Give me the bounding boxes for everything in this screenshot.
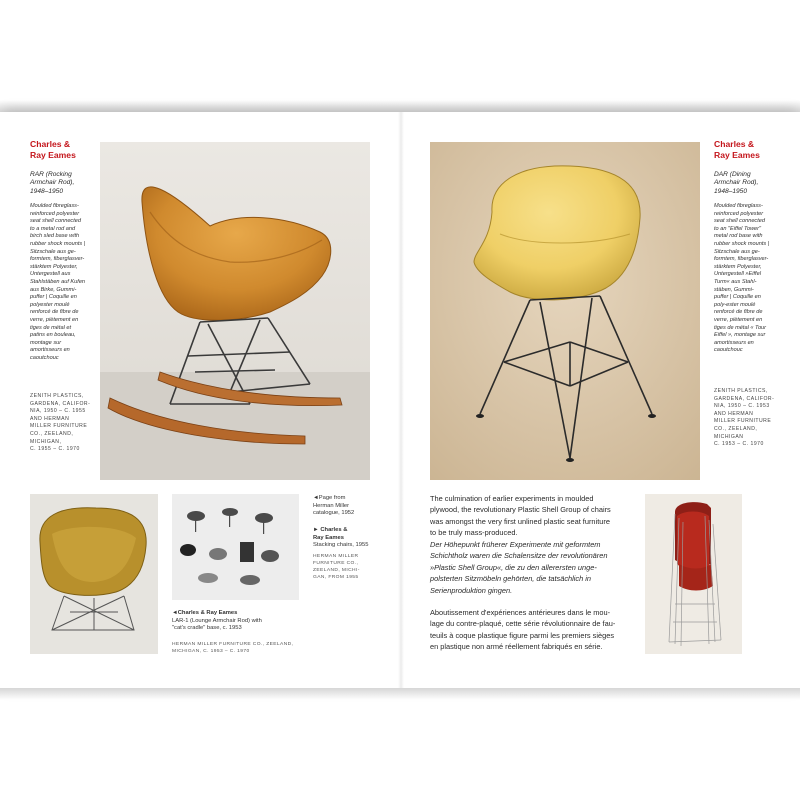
dar-maker-line: AND HERMAN: [714, 410, 754, 417]
body-fr-line: lage du contre-plaqué, cette série révolutionnaire de fau-: [430, 619, 616, 629]
stacking-chairs-illustration: [645, 494, 742, 654]
body-en-line: was amongst the very first unlined plastic seat furniture: [430, 516, 610, 526]
dar-description-line: Untergestell »Eiffel: [714, 271, 761, 278]
dar-title-line: 1948–1950: [714, 187, 748, 195]
catalogue-caption: [313, 495, 354, 518]
dar-description-line: caoutchouc: [714, 347, 743, 354]
dar-description-line: tiges de métal « Tour: [714, 324, 767, 331]
dar-maker-line: MILLER FURNITURE: [714, 418, 772, 425]
dar-maker-line: C. 1953 – C. 1970: [714, 441, 764, 448]
body-de-line: polsterten Sitzmöbeln gehörten, die tatsächlich in: [430, 574, 592, 584]
stacking-caption-heading: Ray Eames: [313, 534, 344, 541]
dar-description-line: to an "Eiffel Tower": [714, 225, 761, 232]
body-en-line: to be truly mass-produced.: [430, 528, 518, 538]
dar-description-line: formtem, fiberglasver-: [714, 256, 769, 263]
left-heading-line: Charles &: [30, 139, 71, 149]
lar-chair-illustration: [30, 494, 158, 654]
stacking-caption-text: Stacking chairs, 1955: [313, 542, 369, 549]
rar-title-line: 1948–1950: [30, 187, 64, 195]
rocking-chair-photo: [100, 142, 370, 480]
catalogue-caption-line: Herman Miller: [313, 502, 350, 509]
rar-maker-line: ZENITH PLASTICS,: [30, 393, 84, 399]
stacking-caption: [313, 527, 368, 550]
dar-model-title: [714, 171, 758, 196]
right-heading-line: Charles &: [714, 139, 755, 149]
body-en-line: The culmination of earlier experiments in moulded: [430, 494, 594, 503]
dar-chair-photo: [430, 142, 700, 480]
body-fr-line: Aboutissement d'expériences antérieures dans le mou-: [430, 608, 611, 617]
rar-title-line: Armchair Rod),: [30, 179, 75, 187]
dar-title-line: Armchair Rod),: [714, 179, 759, 187]
dar-description-line: reinforced polyester: [714, 210, 764, 217]
book-gutter: [398, 112, 404, 688]
catalogue-illustration: [172, 494, 299, 600]
rar-description-line: montage sur: [30, 339, 62, 346]
page-bottom-edge: [0, 688, 800, 700]
rar-description-line: reinforced polyester: [30, 210, 80, 217]
dar-description-line: amortisseurs en: [714, 339, 754, 346]
stacking-maker-line: FURNITURE CO.,: [313, 561, 359, 566]
dar-description-line: Eiffel », montage sur: [714, 332, 766, 339]
body-de-line: Serienproduktion gingen.: [430, 585, 513, 595]
rar-description-line: to a metal rod and: [30, 225, 76, 232]
lar-caption-text: LAR-1 (Lounge Armchair Rod) with: [172, 617, 262, 624]
catalogue-caption-line: catalogue, 1952: [313, 510, 355, 517]
body-text-german: [430, 539, 635, 596]
rar-maker-line: MILLER FURNITURE: [30, 423, 88, 430]
rar-description-line: formtem, fiberglasver-: [30, 256, 85, 263]
rar-description-line: aus Birke, Gummi-: [30, 286, 77, 293]
dar-description-line: Moulded fibreglass-: [714, 203, 763, 209]
dar-description-line: renforcé de fibre de: [714, 309, 763, 316]
lar-maker: [172, 641, 293, 655]
dar-title-line: DAR (Dining: [714, 171, 751, 178]
body-text-english: [430, 493, 635, 539]
catalogue-page-photo: [172, 494, 299, 600]
body-de-line: Schichtholz waren die Schalensitze der revolutionären: [430, 551, 608, 561]
rar-maker-line: GARDENA, CALIFOR-: [30, 400, 91, 407]
lar-chair-photo: [30, 494, 158, 654]
page-top-edge: [0, 100, 800, 112]
rar-maker: [30, 393, 90, 454]
dar-description-line: poly-ester moulé: [714, 301, 756, 308]
rar-description-line: rubber shock mounts |: [30, 240, 86, 247]
rar-description-line: puffer | Coquille en: [30, 294, 77, 301]
dar-description-line: stärktem Polyester,: [714, 263, 762, 270]
body-de-line: Der Höhepunkt früherer Experimente mit geformtem: [430, 540, 601, 549]
right-heading: [714, 139, 760, 161]
rar-description-line: Sitzschale aus ge-: [30, 248, 76, 255]
stacking-maker-line: HERMAN MILLER: [313, 554, 359, 559]
stacking-maker: [313, 553, 360, 581]
rocking-chair-illustration: [100, 142, 370, 480]
body-text-french: [430, 607, 635, 653]
rar-maker-line: CO., ZEELAND,: [30, 430, 74, 437]
rar-description-line: verre, piètement en: [30, 316, 79, 323]
dar-description-line: seat shell connected: [714, 218, 765, 225]
dar-maker-line: NIA, 1950 – C. 1953: [714, 403, 770, 410]
rar-description-line: renforcé de fibre de: [30, 309, 79, 316]
lar-maker-line: HERMAN MILLER FURNITURE CO., ZEELAND,: [172, 642, 294, 647]
rar-description-line: amortisseurs en: [30, 347, 70, 354]
rar-maker-line: C. 1955 – C. 1970: [30, 446, 80, 453]
lar-caption-text: "cat's cradle" base, c. 1953: [172, 625, 242, 632]
dar-description-line: Turm« aus Stahl-: [714, 278, 757, 285]
dar-description-line: verre, piètement en: [714, 316, 763, 323]
rar-description-line: tiges de métal et: [30, 324, 72, 331]
rar-maker-line: NIA, 1950 – C. 1955: [30, 408, 86, 415]
stacking-caption-heading: ► Charles &: [313, 527, 348, 533]
rar-maker-line: AND HERMAN: [30, 415, 70, 422]
dar-chair-illustration: [430, 142, 700, 480]
dar-maker: [714, 388, 774, 449]
body-fr-line: teuils à coque plastique figure parmi les premiers sièges: [430, 630, 615, 640]
rar-model-title: [30, 171, 74, 196]
dar-maker-line: CO., ZEELAND,: [714, 425, 758, 432]
lar-caption-heading: ◄Charles & Ray Eames: [172, 610, 238, 616]
dar-description-line: puffer | Coquille en: [714, 294, 761, 301]
left-heading-line: Ray Eames: [30, 150, 76, 160]
rar-description-line: patins en bouleau,: [30, 332, 76, 339]
body-fr-line: en plastique non armé réellement fabriqués en série.: [430, 642, 603, 652]
dar-description-line: stäben, Gummi-: [714, 286, 754, 293]
dar-description-line: metal rod base with: [714, 233, 763, 240]
stacking-maker-line: GAN, FROM 1955: [313, 575, 359, 580]
dar-description-line: Sitzschale aus ge-: [714, 248, 760, 255]
dar-description: [714, 203, 769, 355]
rar-description-line: caoutchouc: [30, 354, 59, 361]
left-heading: [30, 139, 76, 161]
dar-maker-line: GARDENA, CALIFOR-: [714, 395, 775, 402]
stacking-chairs-photo: [645, 494, 742, 654]
rar-maker-line: MICHIGAN,: [30, 438, 62, 445]
rar-description-line: polyester moulé: [30, 301, 70, 308]
lar-caption: [172, 610, 262, 633]
rar-description-line: seat shell connected: [30, 218, 81, 225]
right-heading-line: Ray Eames: [714, 150, 760, 160]
lar-maker-line: MICHIGAN, C. 1953 – C. 1970: [172, 649, 250, 654]
rar-title-line: RAR (Rocking: [30, 171, 72, 178]
rar-description-line: Untergestell aus: [30, 271, 71, 278]
body-en-line: plywood, the revolutionary Plastic Shell Group of chairs: [430, 505, 611, 515]
rar-description-line: Moulded fibreglass-: [30, 203, 79, 209]
rar-description-line: stärktem Polyester,: [30, 263, 78, 270]
catalogue-caption-line: ◄Page from: [313, 495, 346, 501]
rar-description-line: Stahlstäben auf Kufen: [30, 278, 86, 285]
dar-description-line: rubber shock mounts |: [714, 240, 770, 247]
rar-description-line: birch sled base with: [30, 233, 80, 240]
body-de-line: »Plastic Shell Group«, die zu den allerersten unge-: [430, 562, 597, 572]
stacking-maker-line: ZEELAND, MICHI-: [313, 568, 360, 573]
rar-description: [30, 203, 85, 362]
dar-maker-line: MICHIGAN: [714, 433, 744, 440]
dar-maker-line: ZENITH PLASTICS,: [714, 388, 768, 394]
